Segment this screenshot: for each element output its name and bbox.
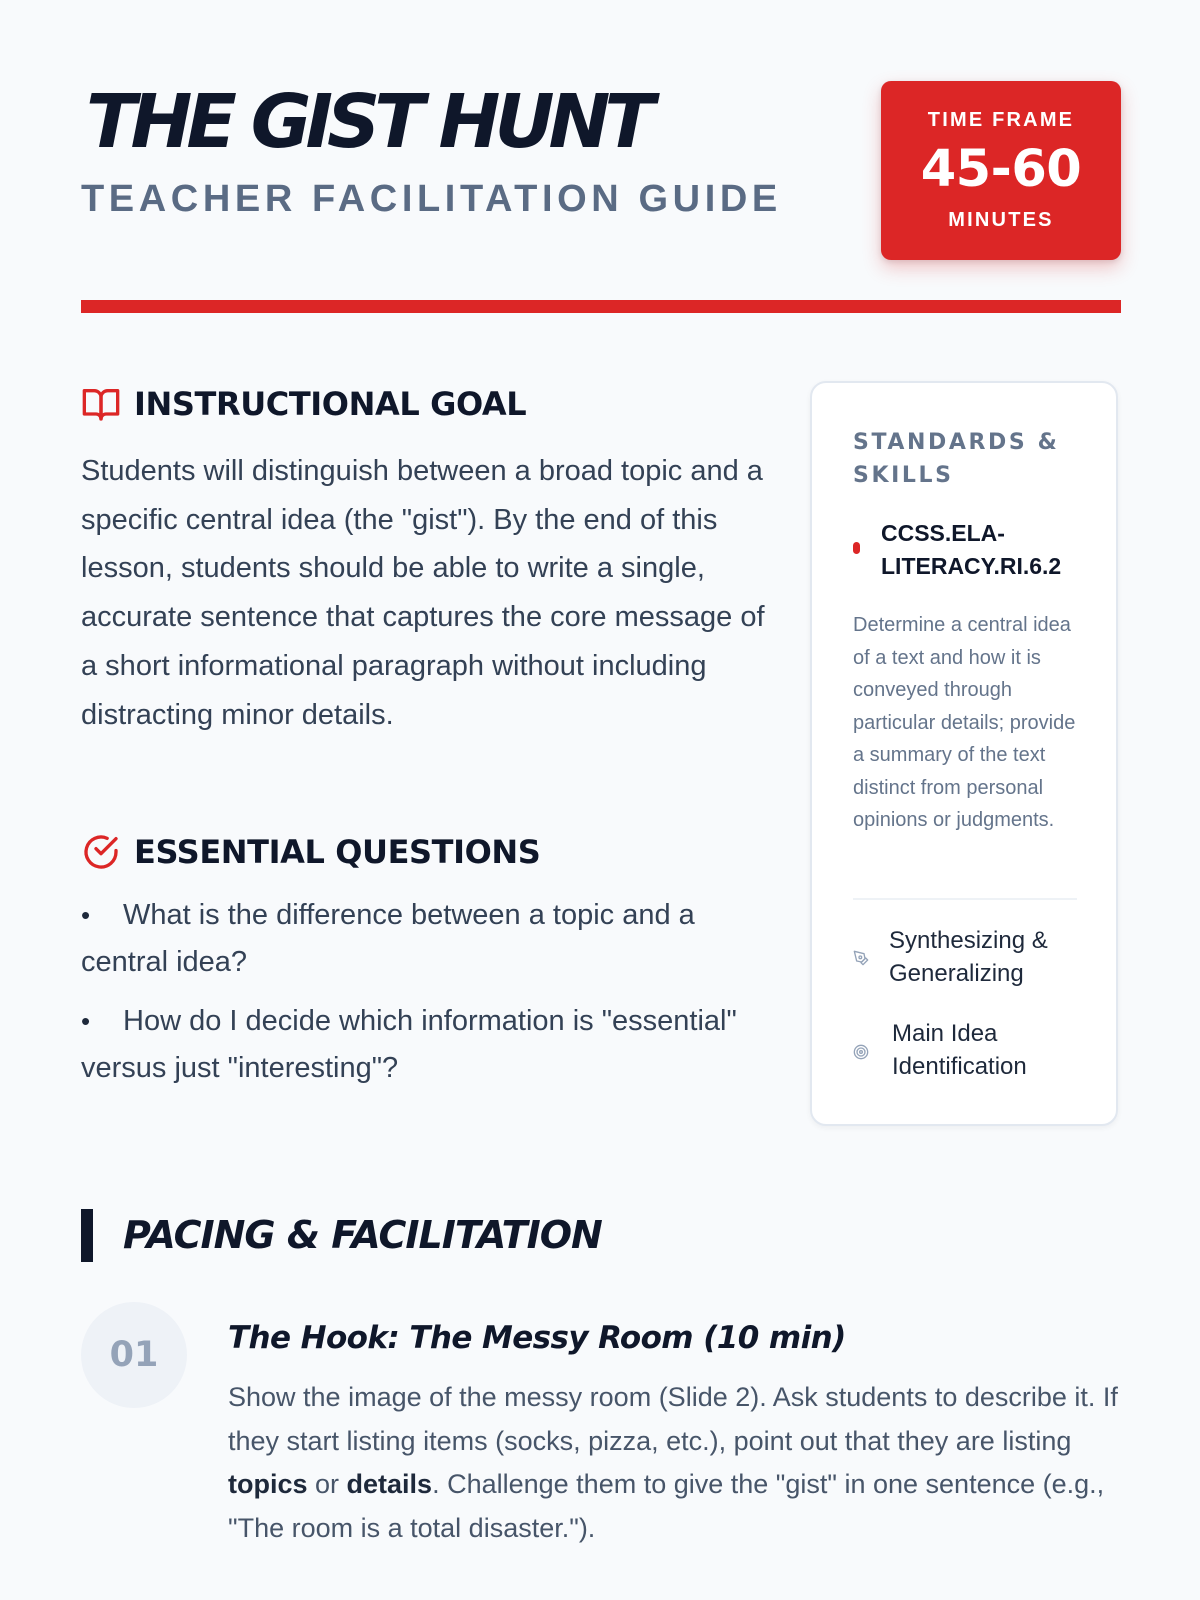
- standard-code: CCSS.ELA-LITERACY.RI.6.2: [881, 520, 1062, 579]
- pacing-accent-bar: [81, 1209, 93, 1262]
- red-dot-icon: [853, 542, 860, 554]
- questions-heading-text: ESSENTIAL QUESTIONS: [134, 833, 541, 871]
- page-title: THE GIST HUNT: [86, 79, 649, 165]
- step-description: Show the image of the messy room (Slide 2). Ask students to describe it. If they start listing items (socks, pizza, etc.), point out that they are listing topics or details. Challenge them to give the "gist" in one sentence (e.g., "The room is a total disaster.").: [228, 1382, 1118, 1543]
- time-frame-value: 45-60: [920, 140, 1082, 199]
- time-frame-label: TIME FRAME: [927, 109, 1075, 131]
- time-frame-badge: [881, 81, 1121, 260]
- target-icon: [853, 1044, 869, 1060]
- goal-text: Students will distinguish between a broad topic and a specific central idea (the "gist"). By the end of this lesson, students should be able to write a single, accurate sentence that captures the core message of a short informational paragraph without including distracting minor details.: [81, 455, 765, 731]
- standards-card: [810, 381, 1118, 1126]
- page-subtitle: TEACHER FACILITATION GUIDE: [81, 178, 782, 220]
- list-item: [81, 998, 771, 1092]
- question-text: How do I decide which information is "essential" versus just "interesting"?: [81, 1005, 737, 1084]
- skill-label: Main Idea Identification: [892, 1020, 1027, 1080]
- step-number-badge: 01: [81, 1302, 187, 1408]
- bullet-icon: •: [81, 1006, 91, 1036]
- list-item: [81, 892, 771, 986]
- open-book-icon: [81, 384, 121, 424]
- check-circle-icon: [81, 832, 121, 872]
- questions-heading: [81, 830, 540, 874]
- question-text: What is the difference between a topic and a central idea?: [81, 899, 695, 978]
- emphasis-topics: topics: [228, 1469, 308, 1499]
- essential-questions-list: [81, 892, 771, 1104]
- header-divider: [81, 300, 1121, 313]
- goal-heading: [81, 382, 526, 426]
- card-divider: [853, 898, 1077, 900]
- facilitation-guide-page: [81, 0, 1121, 1600]
- skill-label: Synthesizing & Generalizing: [889, 927, 1048, 987]
- standards-card-title: STANDARDS & SKILLS: [853, 430, 1060, 488]
- bullet-icon: •: [81, 900, 91, 930]
- pacing-heading: PACING & FACILITATION: [123, 1213, 602, 1257]
- standard-description: Determine a central idea of a text and how it is conveyed through particular details; provide a summary of the text distinct from personal opinions or judgments.: [853, 614, 1076, 831]
- goal-heading-text: INSTRUCTIONAL GOAL: [134, 385, 527, 423]
- emphasis-details: details: [346, 1469, 433, 1499]
- pen-tool-icon: [853, 950, 869, 966]
- time-frame-unit: MINUTES: [948, 209, 1054, 231]
- step-title: The Hook: The Messy Room (10 min): [228, 1320, 846, 1356]
